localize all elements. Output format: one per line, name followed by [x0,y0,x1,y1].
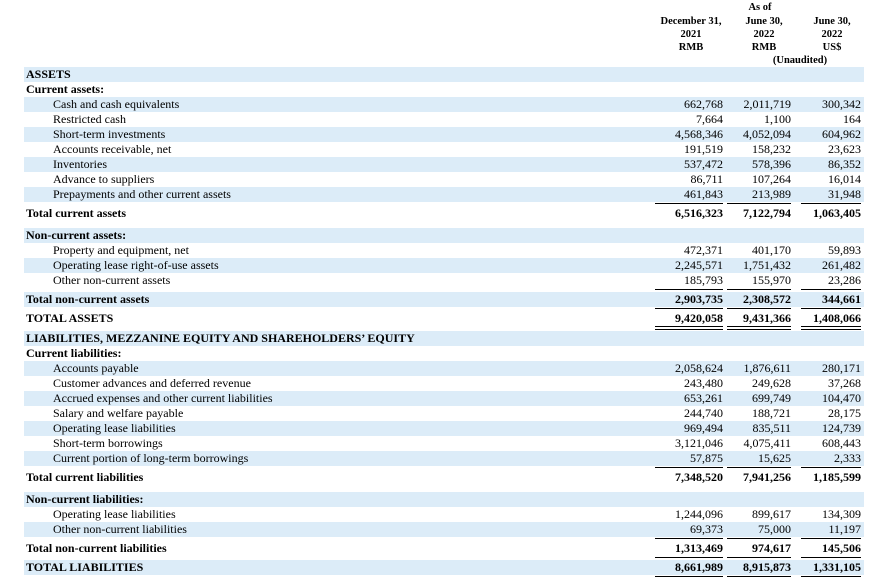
line-item-row [24,127,864,142]
row-value: 537,472 [684,157,723,171]
row-label: Restricted cash [53,112,126,126]
row-value: 7,122,794 [743,206,791,220]
row-value: 164 [843,112,861,126]
section-header-row [24,82,864,97]
line-item-row [24,187,864,202]
row-label: Total current liabilities [26,470,144,484]
row-value: 9,431,366 [725,311,791,326]
row-value: 3,121,046 [675,436,723,450]
row-label: LIABILITIES, MEZZANINE EQUITY AND SHAREHOLDERS’ EQUITY [26,331,415,345]
total-row [24,470,864,485]
line-item-row [24,507,864,522]
row-label: Operating lease liabilities [53,421,176,435]
row-value: 1,331,105 [799,560,861,575]
row-value: 969,494 [684,421,723,435]
column-header-line: RMB [751,42,777,53]
line-item-row [24,376,864,391]
section-header-row [24,346,864,361]
total-row [24,560,864,575]
row-value: 86,711 [690,172,723,186]
row-value: 8,661,989 [653,560,723,575]
row-value: 69,373 [653,522,723,537]
row-label: Customer advances and deferred revenue [53,376,251,390]
row-value: 23,623 [828,142,861,156]
row-value: 124,739 [822,421,861,435]
line-item-row [24,157,864,172]
row-value: 4,052,094 [743,127,791,141]
row-value: 1,408,066 [799,311,861,326]
row-value: 835,511 [752,421,791,435]
row-value: 1,313,469 [653,541,723,556]
row-value: 2,903,735 [653,292,723,307]
row-value: 134,309 [822,507,861,521]
row-value: 59,893 [828,243,861,257]
row-value: 244,740 [684,406,723,420]
row-value: 2,058,624 [675,361,723,375]
section-header-row [24,331,864,346]
column-header-line: 2022 [753,29,775,40]
row-value: 280,171 [822,361,861,375]
row-value: 28,175 [828,406,861,420]
row-label: Other non-current liabilities [53,522,187,536]
row-value: 155,970 [725,273,791,288]
line-item-row [24,522,864,537]
row-value: 7,941,256 [743,470,791,484]
row-label: TOTAL ASSETS [26,311,114,325]
row-value: 1,100 [764,112,791,126]
row-value: 899,617 [752,507,791,521]
row-value: 4,075,411 [743,436,791,450]
row-value: 2,245,571 [675,258,723,272]
section-header-row [24,228,864,243]
row-value: 191,519 [684,142,723,156]
column-header-line: US$ [822,42,842,53]
row-value: 1,185,599 [813,470,861,484]
column-header-line: June 30, [745,16,783,27]
row-value: 699,749 [752,391,791,405]
row-label: Operating lease liabilities [53,507,176,521]
row-value: 608,443 [822,436,861,450]
row-value: 75,000 [725,522,791,537]
column-header-line: 2021 [680,29,702,40]
row-label: Salary and welfare payable [53,406,184,420]
line-item-row [24,172,864,187]
column-header-jun-2022-rmb [732,15,796,54]
total-row [24,206,864,221]
row-label: Cash and cash equivalents [53,97,180,111]
row-value: 6,516,323 [675,206,723,220]
column-header-dec-2021 [651,15,731,54]
row-value: 11,197 [799,522,861,537]
row-label: Property and equipment, net [53,243,189,257]
row-value: 86,352 [828,157,861,171]
total-row [24,292,864,307]
row-value: 249,628 [752,376,791,390]
row-label: Non-current assets: [26,228,127,242]
row-label: Prepayments and other current assets [53,187,231,201]
section-header-row [24,67,864,82]
row-label: Accrued expenses and other current liabilities [53,391,273,405]
row-value: 213,989 [725,187,791,202]
row-value: 578,396 [752,157,791,171]
row-value: 9,420,058 [653,311,723,326]
row-value: 31,948 [799,187,861,202]
row-label: Accounts receivable, net [53,142,172,156]
row-value: 261,482 [822,258,861,272]
row-label: Total current assets [26,206,126,220]
row-value: 4,568,346 [675,127,723,141]
row-value: 472,371 [684,243,723,257]
row-value: 158,232 [752,142,791,156]
row-value: 344,661 [799,292,861,307]
as-of-header: As of [748,2,772,13]
row-value: 653,261 [684,391,723,405]
row-value: 662,768 [684,97,723,111]
line-item-row [24,97,864,112]
row-value: 604,962 [822,127,861,141]
row-value: 145,506 [799,541,861,556]
row-label: ASSETS [26,67,71,81]
row-value: 2,333 [799,451,861,466]
row-value: 2,308,572 [725,292,791,307]
row-value: 15,625 [725,451,791,466]
row-label: Current assets: [26,82,105,96]
line-item-row [24,243,864,258]
row-value: 1,876,611 [743,361,791,375]
column-header-jun-2022-usd [800,15,864,54]
row-value: 2,011,719 [743,97,791,111]
line-item-row [24,112,864,127]
row-label: Inventories [53,157,107,171]
column-header-line: 2022 [821,29,843,40]
row-label: Current liabilities: [26,346,122,360]
column-header-line: RMB [678,42,704,53]
line-item-row [24,451,864,466]
total-row [24,541,864,556]
line-item-row [24,391,864,406]
row-value: 401,170 [752,243,791,257]
row-label: Operating lease right-of-use assets [53,258,219,272]
row-label: Accounts payable [53,361,139,375]
row-value: 7,348,520 [675,470,723,484]
row-value: 37,268 [828,376,861,390]
line-item-row [24,273,864,288]
row-value: 1,063,405 [813,206,861,220]
row-value: 104,470 [822,391,861,405]
row-value: 107,264 [752,172,791,186]
line-item-row [24,436,864,451]
row-value: 57,875 [653,451,723,466]
line-item-row [24,142,864,157]
row-label: Other non-current assets [53,273,171,287]
row-label: Current portion of long-term borrowings [53,451,249,465]
row-value: 1,244,096 [675,507,723,521]
line-item-row [24,361,864,376]
line-item-row [24,406,864,421]
column-header-line: December 31, [660,16,722,27]
column-header-line: June 30, [813,16,851,27]
row-value: 188,721 [752,406,791,420]
unaudited-label: (Unaudited) [772,55,828,66]
row-label: TOTAL LIABILITIES [26,560,144,574]
row-label: Non-current liabilities: [26,492,144,506]
line-item-row [24,421,864,436]
row-value: 300,342 [822,97,861,111]
row-value: 23,286 [799,273,861,288]
row-label: Total non-current assets [26,292,150,306]
row-value: 974,617 [725,541,791,556]
row-label: Short-term investments [53,127,166,141]
section-header-row [24,492,864,507]
row-value: 7,664 [696,112,723,126]
row-value: 1,751,432 [743,258,791,272]
row-value: 185,793 [653,273,723,288]
row-value: 8,915,873 [725,560,791,575]
row-label: Total non-current liabilities [26,541,167,555]
line-item-row [24,258,864,273]
total-row [24,311,864,326]
row-value: 461,843 [653,187,723,202]
row-label: Advance to suppliers [53,172,155,186]
row-value: 243,480 [684,376,723,390]
row-label: Short-term borrowings [53,436,163,450]
row-value: 16,014 [828,172,861,186]
